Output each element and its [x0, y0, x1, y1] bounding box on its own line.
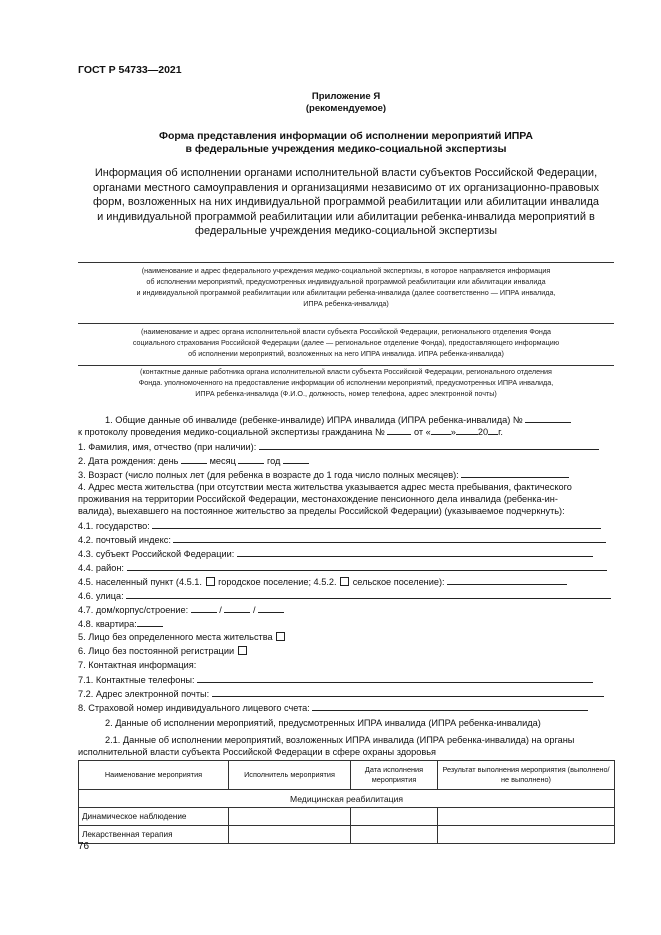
- phones-label: 7.1. Контактные телефоны:: [78, 675, 195, 685]
- note-line: (наименование и адрес федерального учреждения медико-социальной экспертизы, в которое направляется информация: [141, 266, 551, 275]
- protocol-line: к протоколу проведения медико-социальной экспертизы гражданина № от « » 20 г.: [78, 427, 503, 437]
- field-house: 4.7. дом/корпус/строение: / /: [78, 603, 614, 616]
- form-title-line: Форма представления информации об исполнении мероприятий ИПРА: [159, 130, 533, 142]
- field-region: [78, 547, 614, 560]
- field-no-registration: [78, 645, 614, 657]
- executor-cell[interactable]: [229, 826, 351, 844]
- note-line: об исполнении мероприятий, возложенных на него ИПРА инвалида. ИПРА ребенка-инвалида): [188, 349, 504, 358]
- homeless-label: 5. Лицо без определенного места жительства: [78, 632, 273, 642]
- table-header-row: [79, 761, 615, 790]
- note-line: социального страхования Российской Федерации (далее — региональное отделение Фонда), предоставляющего информацию: [132, 338, 560, 347]
- protocol-year-suffix: г.: [498, 427, 503, 437]
- result-cell[interactable]: [438, 808, 615, 826]
- protocol-year-label: 20: [477, 427, 489, 437]
- street-input[interactable]: [126, 589, 611, 599]
- field-settlement: [78, 575, 614, 588]
- field-age: [78, 468, 614, 481]
- field-phones: [78, 673, 614, 686]
- contact-info-label: 7. Контактная информация:: [78, 660, 197, 670]
- col-date: Дата исполнения мероприятия: [351, 761, 438, 790]
- full-name-label: 1. Фамилия, имя, отчество (при наличии):: [78, 442, 257, 452]
- field-postal-code: [78, 533, 614, 546]
- birth-year-label: год: [266, 456, 281, 466]
- intro-line: форм, возложенных на них индивидуальной программой реабилитации или абилитации инвалида: [92, 196, 600, 209]
- birth-month-input[interactable]: [238, 454, 264, 464]
- section1-heading-text: 1. Общие данные об инвалиде (ребенке-инвалиде) ИПРА инвалида (ИПРА ребенка-инвалида) №: [105, 415, 523, 425]
- address-desc-line: валида), выехавшего на постоянное жительство за пределы Российской Федерации) (указываемое подчеркнуть):: [78, 506, 565, 516]
- postal-code-label: 4.2. почтовый индекс:: [78, 535, 171, 545]
- protocol-label: к протоколу проведения медико-социальной экспертизы гражданина №: [78, 427, 385, 437]
- no-registration-checkbox[interactable]: [238, 646, 247, 655]
- note-line: ИПРА ребенка-инвалида): [303, 299, 389, 308]
- col-result: Результат выполнения мероприятия (выполнено/не выполнено): [438, 761, 615, 790]
- no-registration-label: 6. Лицо без постоянной регистрации: [78, 646, 235, 656]
- birth-day-label: 2. Дата рождения: день: [78, 456, 179, 466]
- table-group-row: [79, 790, 615, 808]
- settlement-input[interactable]: [447, 575, 567, 585]
- birth-year-input[interactable]: [283, 454, 309, 464]
- country-input[interactable]: [152, 519, 601, 529]
- intro-line: федеральные учреждения медико-социальной экспертизы: [194, 225, 498, 238]
- note-contact: [78, 366, 614, 399]
- field-homeless: [78, 631, 614, 643]
- executor-cell[interactable]: [229, 808, 351, 826]
- page-number: 76: [78, 841, 90, 852]
- note-recipient: [78, 265, 614, 309]
- table-row: [79, 808, 615, 826]
- apartment-label: 4.8. квартира:: [78, 619, 137, 629]
- protocol-year-field[interactable]: [488, 425, 498, 435]
- region-label: 4.3. субъект Российской Федерации:: [78, 549, 235, 559]
- measure-cell: Динамическое наблюдение: [79, 808, 229, 826]
- structure-input[interactable]: [258, 603, 284, 613]
- result-cell[interactable]: [438, 826, 615, 844]
- section2-sub-line: 2.1. Данные об исполнении мероприятий, возложенных ИПРА инвалида (ИПРА ребенка-инвалида) на органы: [105, 735, 575, 745]
- rural-checkbox[interactable]: [340, 577, 349, 586]
- field-apartment: [78, 617, 614, 630]
- apartment-input[interactable]: [137, 617, 163, 627]
- intro-line: и индивидуальной программой реабилитации или абилитации ребенка-инвалида мероприятий в: [97, 210, 595, 223]
- snils-input[interactable]: [312, 701, 588, 711]
- ipra-number-field[interactable]: [525, 413, 571, 423]
- appendix-title: Приложение Я: [311, 91, 381, 102]
- age-input[interactable]: [461, 468, 569, 478]
- field-snils: [78, 701, 614, 714]
- intro-line: Информация об исполнении органами исполнительной власти субъектов Российской Федерации,: [94, 167, 598, 179]
- appendix-subtitle: (рекомендуемое): [305, 103, 387, 114]
- full-name-input[interactable]: [259, 440, 599, 450]
- table-row: [79, 826, 615, 844]
- protocol-day-field[interactable]: [431, 425, 451, 435]
- measures-table: [78, 760, 615, 844]
- form-title: [78, 130, 614, 156]
- district-input[interactable]: [127, 561, 607, 571]
- urban-label: городское поселение; 4.5.2.: [218, 577, 337, 587]
- email-label: 7.2. Адрес электронной почты:: [78, 689, 210, 699]
- field-street: [78, 589, 614, 602]
- note-line: и индивидуальной программой реабилитации или абилитации ребенка-инвалида (далее соответственно — ИПРА инвалида,: [136, 288, 556, 297]
- note-line: (контактные данные работника органа исполнительной власти субъекта Российской Федерации, регионального отделения: [140, 367, 552, 376]
- phones-input[interactable]: [197, 673, 593, 683]
- address-desc-line: проживания на территории Российской Федерации, местонахождение пенсионного дела инвалида (ребенка-ин-: [78, 494, 558, 504]
- intro-paragraph: [78, 166, 614, 239]
- standard-header: ГОСТ Р 54733—2021: [78, 64, 182, 76]
- note-line: ИПРА ребенка-инвалида (Ф.И.О., должность, номер телефона, адрес электронной почты): [195, 389, 497, 398]
- field-email: [78, 687, 614, 700]
- email-input[interactable]: [212, 687, 604, 697]
- field-district: [78, 561, 614, 574]
- birth-month-label: месяц: [209, 456, 236, 466]
- section2-sub: [78, 734, 614, 746]
- fill-line[interactable]: [78, 323, 614, 324]
- postal-code-input[interactable]: [173, 533, 606, 543]
- section2-sub-cont: [78, 746, 614, 758]
- region-input[interactable]: [237, 547, 593, 557]
- section2-heading: [78, 717, 614, 729]
- field-full-name: [78, 440, 614, 453]
- protocol-month-field[interactable]: [456, 425, 478, 435]
- house-input[interactable]: [191, 603, 217, 613]
- snils-label: 8. Страховой номер индивидуального лицевого счета:: [78, 703, 310, 713]
- appendix-heading: [78, 91, 614, 115]
- field-country: [78, 519, 614, 532]
- fill-line[interactable]: [78, 262, 614, 263]
- field-birth-date: [78, 454, 614, 467]
- note-line: Фонда. уполномоченного на предоставление информации об исполнении мероприятий, предусмотренных ИПРА инвалида,: [138, 378, 554, 387]
- contact-info-heading: [78, 659, 614, 671]
- form-title-line: в федеральные учреждения медико-социальной экспертизы: [185, 143, 507, 155]
- col-executor: Исполнитель мероприятия: [229, 761, 351, 790]
- note-line: об исполнении мероприятий, предусмотренных индивидуальной программой реабилитации или абилитации инвалида: [146, 277, 546, 286]
- measure-cell: Лекарственная терапия: [79, 826, 229, 844]
- settlement-label: 4.5. населенный пункт (4.5.1.: [78, 577, 202, 587]
- house-label: 4.7. дом/корпус/строение:: [78, 605, 189, 615]
- section2-heading-text: 2. Данные об исполнении мероприятий, предусмотренных ИПРА инвалида (ИПРА ребенка-инвалида): [105, 718, 541, 728]
- col-measure: Наименование мероприятия: [79, 761, 229, 790]
- country-label: 4.1. государство:: [78, 521, 150, 531]
- address-desc-line: 4. Адрес места жительства (при отсутствии места жительства указывается адрес места пребывания, фактического: [78, 482, 572, 492]
- rural-label: сельское поселение):: [352, 577, 445, 587]
- date-cell[interactable]: [351, 808, 438, 826]
- protocol-number-field[interactable]: [387, 425, 411, 435]
- section2-sub-line: исполнительной власти субъекта Российской Федерации в сфере охраны здоровья: [78, 747, 437, 757]
- birth-day-input[interactable]: [181, 454, 207, 464]
- intro-line: органами местного самоуправления и организациями независимо от их организационно-правовых: [93, 181, 599, 194]
- homeless-checkbox[interactable]: [276, 632, 285, 641]
- street-label: 4.6. улица:: [78, 591, 124, 601]
- age-label: 3. Возраст (число полных лет (для ребенка в возрасте до 1 года число полных месяцев):: [78, 470, 459, 480]
- protocol-from-label: от «: [413, 427, 431, 437]
- building-input[interactable]: [224, 603, 250, 613]
- note-sender: [78, 326, 614, 359]
- group-medical-rehab: Медицинская реабилитация: [79, 790, 615, 808]
- urban-checkbox[interactable]: [206, 577, 215, 586]
- date-cell[interactable]: [351, 826, 438, 844]
- address-description: [78, 481, 614, 517]
- note-line: (наименование и адрес органа исполнительной власти субъекта Российской Федерации, регионального отделения Фонда: [140, 327, 552, 336]
- district-label: 4.4. район:: [78, 563, 124, 573]
